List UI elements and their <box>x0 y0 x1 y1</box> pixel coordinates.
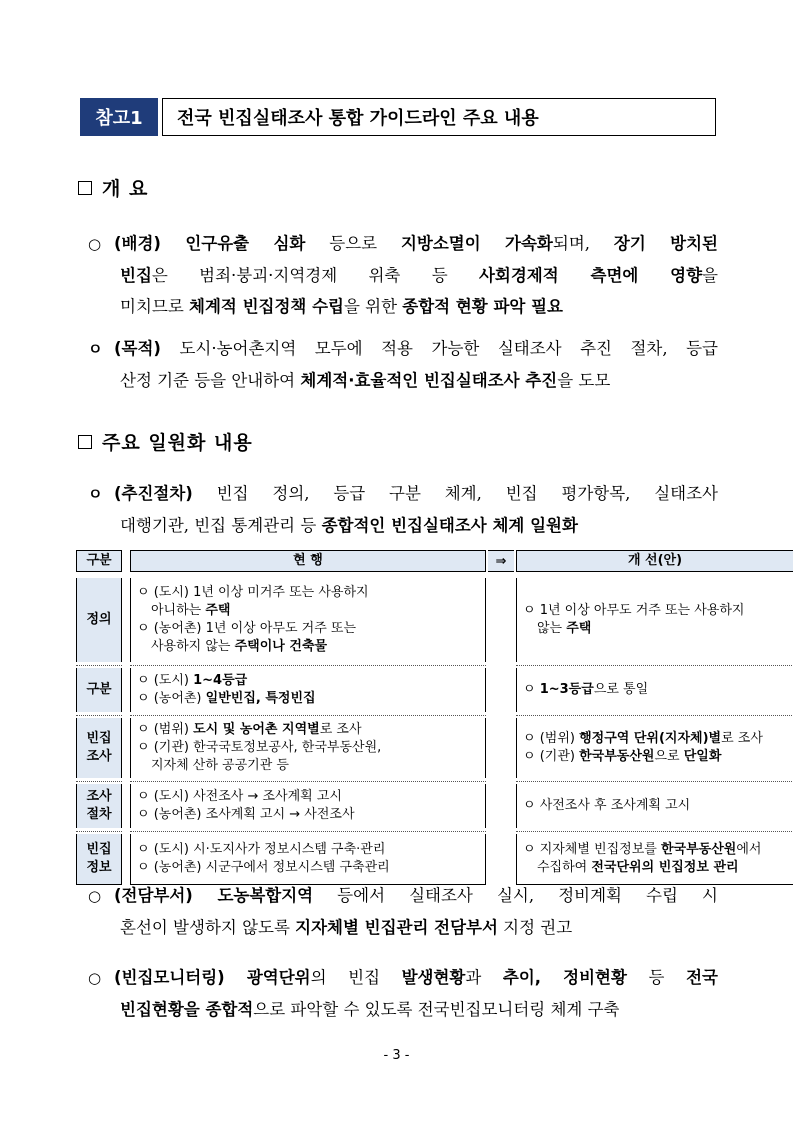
current-cell <box>130 784 486 828</box>
text-run: 등으로 <box>305 234 401 253</box>
cell-text: 일반빈집, 특정빈집 <box>205 691 316 706</box>
cell-line <box>137 602 485 620</box>
text-run: (전담부서) 도농복합지역 <box>114 886 314 905</box>
text-run: (배경) 인구유출 심화 <box>114 234 306 253</box>
cell-line <box>523 620 793 638</box>
row-divider <box>516 715 793 716</box>
row-label-text: 정의 <box>86 612 112 627</box>
cell-line <box>523 602 793 620</box>
cell-text: ㅇ (농어촌) 1년 이상 아무도 거주 또는 <box>137 621 357 636</box>
cell-text: 도시 및 농어촌 지역별 <box>193 722 320 737</box>
cell-text: 지자체 산하 공공기관 등 <box>151 758 289 773</box>
text-run: 의 빈집 <box>310 968 402 987</box>
text-run: 종합적인 빈집실태조사 체계 일원화 <box>321 516 578 535</box>
row-label-text: 구분 <box>86 682 112 697</box>
cell-text: 전국단위의 빈집정보 관리 <box>591 860 739 875</box>
text-run: 지자체별 빈집관리 전담부서 <box>295 918 498 937</box>
row-divider <box>516 665 793 666</box>
text-run: 을 도모 <box>557 371 611 390</box>
cell-text: 로 조사 <box>721 731 763 746</box>
cell-text: 로 조사 <box>319 722 362 737</box>
paragraph-line <box>88 994 718 1025</box>
cell-text: 사용하지 않는 <box>151 639 235 654</box>
row-label-text: 절차 <box>86 807 112 822</box>
text-run: 체계적·효율적인 빈집실태조사 추진 <box>300 371 558 390</box>
cell-text: 주택이나 건축물 <box>234 639 328 654</box>
current-cell <box>130 668 486 712</box>
paragraph-line <box>88 478 718 510</box>
cell-text: ㅇ 1년 이상 아무도 거주 또는 사용하지 <box>523 603 745 618</box>
row-divider <box>76 831 122 832</box>
text-run: 빈집 정의, 등급 구분 체계, 빈집 평가항목, 실태조사 <box>192 484 718 503</box>
improved-cell <box>516 784 793 828</box>
cell-line <box>137 859 485 877</box>
text-run: 등 <box>626 968 687 987</box>
cell-text: 수집하여 <box>537 860 592 875</box>
header-category: 구분 <box>76 550 122 572</box>
text-run: 과 <box>465 968 503 987</box>
table-row <box>76 784 720 828</box>
paragraph-line <box>88 333 718 365</box>
bullet-icon: ○ <box>88 235 102 253</box>
table-row <box>76 834 762 884</box>
cell-text: ㅇ (도시) 시·도지사가 정보시스템 구축·관리 <box>137 842 386 857</box>
paragraph-line <box>88 912 718 943</box>
text-run: 을 <box>702 266 718 285</box>
cell-text: ㅇ (농어촌) 시군구에서 정보시스템 구축관리 <box>137 860 390 875</box>
cell-text: 으로 <box>654 749 684 764</box>
cell-line <box>137 757 485 775</box>
cell-text: 1~3등급 <box>539 682 594 697</box>
cell-line <box>137 584 485 602</box>
cell-text: 1~4등급 <box>193 673 248 688</box>
text-run: 전국 <box>686 968 718 987</box>
text-run: 대행기관, 빈집 통계관리 등 <box>120 516 322 535</box>
text-run: 혼선이 발생하지 않도록 <box>120 918 296 937</box>
row-divider <box>130 781 486 782</box>
cell-text: ㅇ (기관) <box>523 749 580 764</box>
paragraph-procedure <box>88 478 718 541</box>
checkbox-square-icon <box>78 435 92 449</box>
table-row <box>76 718 763 778</box>
text-run: 지방소멸이 가속화 <box>400 234 553 253</box>
checkbox-square-icon <box>78 181 92 195</box>
cell-text: 주택 <box>566 621 592 636</box>
bullet-icon: ○ <box>88 887 102 905</box>
cell-line <box>137 638 485 656</box>
cell-text: ㅇ 지자체별 빈집정보를 <box>523 842 661 857</box>
table-row <box>76 578 745 662</box>
text-run: 종합적 현황 파악 필요 <box>402 297 563 316</box>
text-run: (빈집모니터링) 광역단위 <box>114 968 311 987</box>
section-heading-overview: 개 요 <box>78 174 148 201</box>
text-run: 장기 방치된 <box>613 234 718 253</box>
paragraph-dedicated-department <box>88 880 718 943</box>
paragraph-line <box>88 880 718 912</box>
row-divider <box>516 831 793 832</box>
cell-line <box>523 797 793 815</box>
cell-text: ㅇ (도시) 1년 이상 미거주 또는 사용하지 <box>137 585 369 600</box>
cell-text: 한국부동산원 <box>660 842 737 857</box>
paragraph-line <box>88 291 718 322</box>
text-run: 빈집현황을 종합적 <box>120 1000 254 1019</box>
current-cell <box>130 718 486 778</box>
cell-text: 주택 <box>205 603 231 618</box>
cell-text: ㅇ 사전조사 후 조사계획 고시 <box>523 798 691 813</box>
row-label <box>76 834 122 884</box>
text-run: 빈집 <box>120 266 152 285</box>
text-run: (추진절차) <box>114 484 193 503</box>
text-run: 추이, 정비현황 <box>502 968 627 987</box>
paragraph-line <box>88 962 718 994</box>
text-run: 지정 권고 <box>497 918 573 937</box>
paragraph-purpose <box>88 333 718 396</box>
cell-text: 단일화 <box>683 749 722 764</box>
text-run: 을 위한 <box>343 297 403 316</box>
paragraph-monitoring <box>88 962 718 1025</box>
current-cell <box>130 578 486 662</box>
text-run: 발생현황 <box>401 968 466 987</box>
paragraph-line <box>88 365 718 396</box>
bullet-icon: ○ <box>88 969 102 987</box>
text-run: (목적) <box>114 339 161 358</box>
bullet-icon: ㅇ <box>88 340 103 358</box>
cell-line <box>523 681 793 699</box>
current-cell <box>130 834 486 884</box>
paragraph-background <box>88 228 718 322</box>
text-run: 으로 파악할 수 있도록 전국빈집모니터링 체계 구축 <box>253 1000 620 1019</box>
cell-text: ㅇ (농어촌) <box>137 691 206 706</box>
row-label-text: 빈집 <box>86 842 112 857</box>
row-divider <box>130 831 486 832</box>
cell-line <box>523 859 793 877</box>
cell-line <box>523 730 793 748</box>
cell-text: ㅇ (기관) 한국국토정보공사, 한국부동산원, <box>137 740 382 755</box>
text-run: 사회경제적 측면에 영향 <box>478 266 703 285</box>
cell-text: 않는 <box>537 621 567 636</box>
text-run: 산정 기준 등을 안내하여 <box>120 371 301 390</box>
reference-tag: 참고1 <box>80 98 158 136</box>
row-label-text: 정보 <box>86 860 112 875</box>
table-row <box>76 668 720 712</box>
improved-cell <box>516 578 793 662</box>
cell-line <box>137 841 485 859</box>
cell-line <box>523 748 793 766</box>
row-label <box>76 668 122 712</box>
row-label <box>76 718 122 778</box>
row-label-text: 조사 <box>86 749 112 764</box>
row-label <box>76 784 122 828</box>
title-row <box>80 98 716 136</box>
text-run: 은 범죄·붕괴·지역경제 위축 등 <box>151 266 479 285</box>
cell-line <box>137 806 485 824</box>
header-current: 현 행 <box>130 550 486 572</box>
cell-text: 한국부동산원 <box>579 749 655 764</box>
row-label-text: 조사 <box>86 789 112 804</box>
row-divider <box>76 715 122 716</box>
text-run: 도시·농어촌지역 모두에 적용 가능한 실태조사 추진 절차, 등급 <box>160 339 718 358</box>
arrow-right-icon: ⇒ <box>488 550 514 572</box>
improved-cell <box>516 668 793 712</box>
text-run: 체계적 빈집정책 수립 <box>189 297 344 316</box>
cell-line <box>137 788 485 806</box>
header-improved: 개 선(안) <box>516 550 793 572</box>
cell-line <box>137 739 485 757</box>
paragraph-line <box>88 510 718 541</box>
improved-cell <box>516 718 793 778</box>
row-label-text: 빈집 <box>86 731 112 746</box>
cell-text: ㅇ <box>523 682 540 697</box>
page-number: - 3 - <box>383 1048 410 1063</box>
cell-line <box>137 721 485 739</box>
cell-text: 아니하는 <box>151 603 206 618</box>
text-run: 등에서 실태조사 실시, 정비계획 수립 시 <box>313 886 718 905</box>
row-divider <box>516 781 793 782</box>
row-label <box>76 578 122 662</box>
text-run: 되며, <box>552 234 614 253</box>
document-title: 전국 빈집실태조사 통합 가이드라인 주요 내용 <box>162 98 716 136</box>
row-divider <box>130 715 486 716</box>
improved-cell <box>516 834 793 884</box>
cell-line <box>137 672 485 690</box>
cell-text: 에서 <box>736 842 762 857</box>
table-header-row <box>76 550 720 572</box>
bullet-icon: ㅇ <box>88 485 103 503</box>
section-heading-main-unification: 주요 일원화 내용 <box>78 428 253 455</box>
row-divider <box>76 665 122 666</box>
cell-text: ㅇ (도시) 사전조사 → 조사계획 고시 <box>137 789 342 804</box>
row-divider <box>130 665 486 666</box>
cell-text: ㅇ (범위) <box>523 731 580 746</box>
cell-text: ㅇ (농어촌) 조사계획 고시 → 사전조사 <box>137 807 355 822</box>
cell-text: 으로 통일 <box>593 682 649 697</box>
cell-text: ㅇ (도시) <box>137 673 194 688</box>
cell-line <box>137 620 485 638</box>
cell-text: ㅇ (범위) <box>137 722 194 737</box>
paragraph-line <box>88 228 718 260</box>
cell-line <box>523 841 793 859</box>
row-divider <box>76 781 122 782</box>
text-run: 미치므로 <box>120 297 190 316</box>
cell-text: 행정구역 단위(지자체)별 <box>579 731 722 746</box>
cell-line <box>137 690 485 708</box>
paragraph-line <box>88 260 718 291</box>
